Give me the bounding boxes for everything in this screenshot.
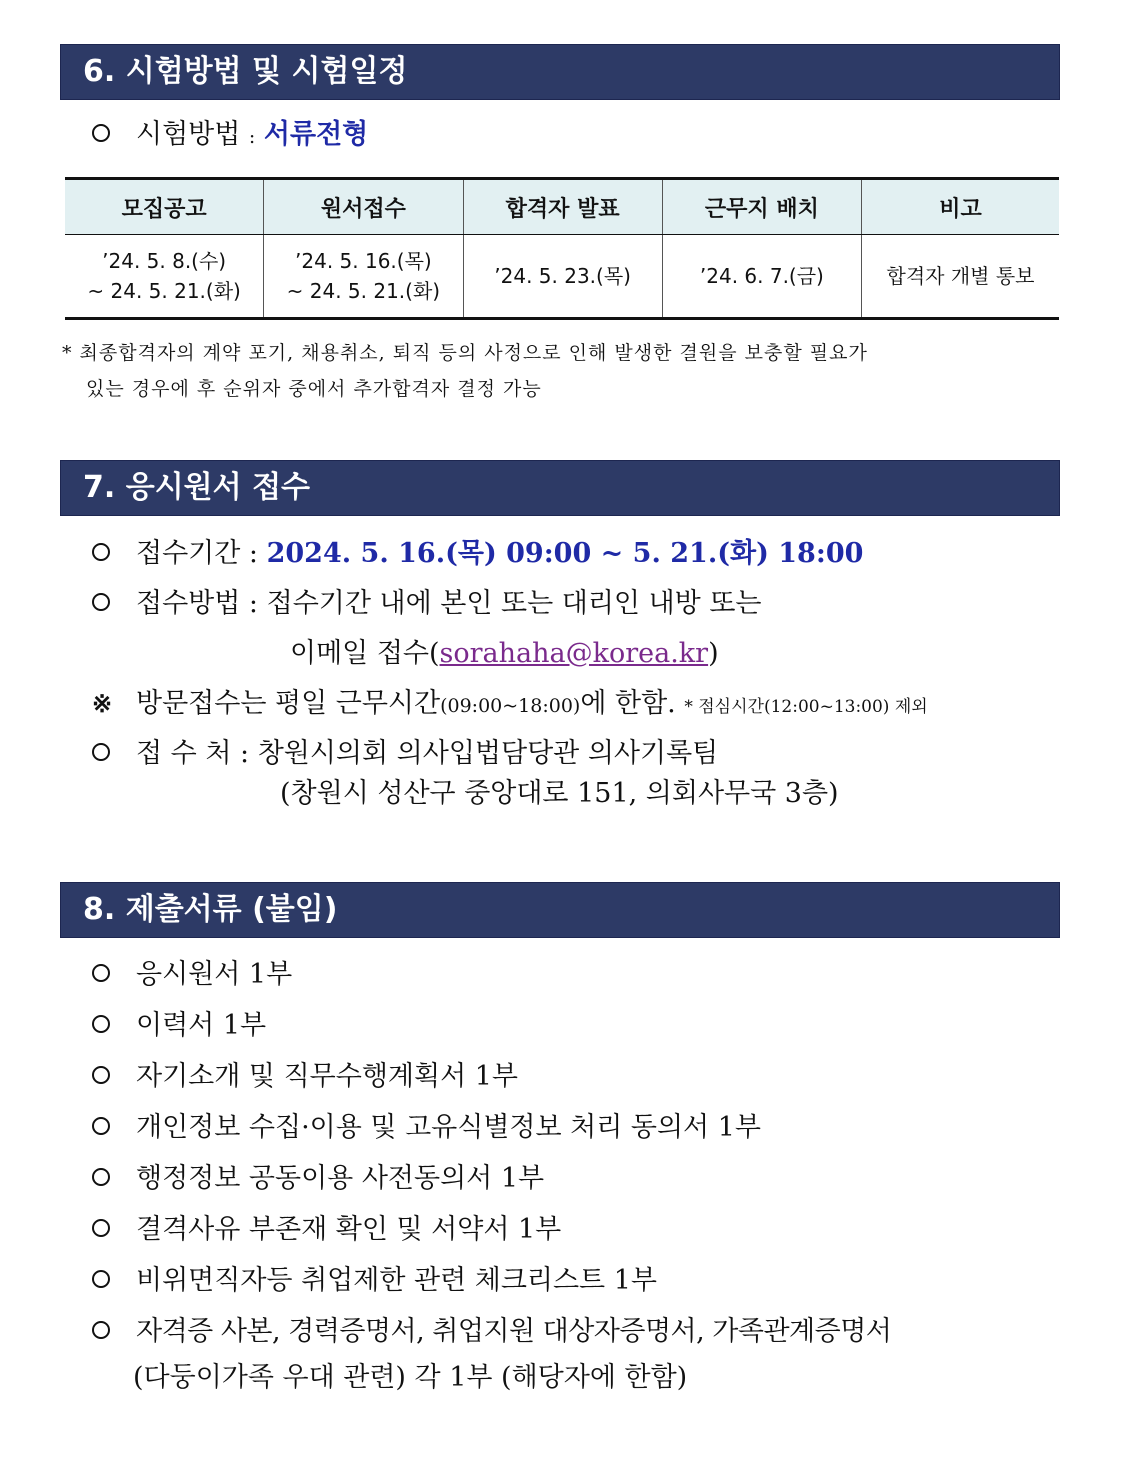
note-line-1: * 최종합격자의 계약 포기, 채용취소, 퇴직 등의 사정으로 인해 발생한 결원을 보충할 필요가 bbox=[62, 342, 868, 364]
list-item bbox=[92, 1213, 561, 1247]
item-text: 결격사유 부존재 확인 및 서약서 1부 bbox=[136, 1214, 562, 1245]
exam-method-line bbox=[92, 118, 368, 154]
header-cell: 모집공고 bbox=[65, 179, 264, 235]
circle-bullet-icon bbox=[92, 1168, 110, 1186]
method-value-2-suffix: ) bbox=[708, 638, 719, 669]
place-value-2: (창원시 성산구 중앙대로 151, 의회사무국 3층) bbox=[280, 778, 839, 809]
header-cell: 근무지 배치 bbox=[662, 179, 861, 235]
list-item bbox=[92, 1009, 266, 1043]
section-6-header: 6. 시험방법 및 시험일정 bbox=[60, 44, 1060, 100]
header-cell: 합격자 발표 bbox=[463, 179, 662, 235]
schedule-table bbox=[65, 177, 1059, 320]
list-item bbox=[92, 958, 292, 992]
method-line-2 bbox=[290, 637, 719, 671]
method-line bbox=[92, 587, 762, 621]
item-text: 자격증 사본, 경력증명서, 취업지원 대상자증명서, 가족관계증명서 bbox=[136, 1316, 892, 1347]
circle-bullet-icon bbox=[92, 1270, 110, 1288]
item-text: 이력서 1부 bbox=[136, 1010, 267, 1041]
circle-bullet-icon bbox=[92, 593, 110, 611]
circle-bullet-icon bbox=[92, 543, 110, 561]
item-text: 자기소개 및 직무수행계획서 1부 bbox=[136, 1061, 518, 1092]
method-label: 접수방법 : bbox=[136, 588, 259, 619]
circle-bullet-icon bbox=[92, 124, 110, 142]
note-line-2: 있는 경우에 후 순위자 중에서 추가합격자 결정 가능 bbox=[86, 378, 542, 400]
list-item-continuation: (다둥이가족 우대 관련) 각 1부 (해당자에 한함) bbox=[133, 1362, 688, 1393]
exam-method-value: 서류전형 bbox=[263, 119, 369, 150]
item-text: 행정정보 공동이용 사전동의서 1부 bbox=[136, 1163, 545, 1194]
cell-line: ~ 24. 5. 21.(화) bbox=[87, 279, 241, 303]
section-8-header: 8. 제출서류 (붙임) bbox=[60, 882, 1060, 938]
visit-text: 방문접수는 평일 근무시간 bbox=[136, 688, 441, 719]
header-cell: 비고 bbox=[862, 179, 1060, 235]
period-label: 접수기간 : bbox=[136, 538, 259, 569]
period-line bbox=[92, 537, 863, 571]
method-value-2-prefix: 이메일 접수( bbox=[290, 638, 440, 669]
circle-bullet-icon bbox=[92, 743, 110, 761]
section-7-header: 7. 응시원서 접수 bbox=[60, 460, 1060, 516]
list-item bbox=[92, 1315, 1060, 1349]
visit-note: * 점심시간(12:00~13:00) 제외 bbox=[684, 697, 928, 717]
method-value-1: 접수기간 내에 본인 또는 대리인 내방 또는 bbox=[266, 588, 762, 619]
cell-line: ’24. 5. 8.(수) bbox=[102, 249, 227, 273]
circle-bullet-icon bbox=[92, 1117, 110, 1135]
cell-line: ’24. 5. 16.(목) bbox=[295, 249, 432, 273]
visit-hours: (09:00~18:00) bbox=[440, 695, 581, 717]
circle-bullet-icon bbox=[92, 1321, 110, 1339]
table-cell: ’24. 5. 23.(목) bbox=[463, 235, 662, 319]
exam-method-label: 시험방법 bbox=[136, 119, 241, 150]
list-item bbox=[92, 1060, 518, 1094]
item-text: 비위면직자등 취업제한 관련 체크리스트 1부 bbox=[136, 1265, 657, 1296]
list-item bbox=[92, 1111, 761, 1145]
place-label: 접 수 처 : bbox=[136, 738, 250, 769]
table-cell bbox=[65, 235, 264, 319]
schedule-row bbox=[65, 235, 1059, 319]
circle-bullet-icon bbox=[92, 964, 110, 982]
list-item bbox=[92, 1162, 544, 1196]
schedule-header-row bbox=[65, 179, 1059, 235]
circle-bullet-icon bbox=[92, 1015, 110, 1033]
list-item bbox=[92, 1264, 657, 1298]
visit-line bbox=[92, 687, 928, 724]
table-cell bbox=[264, 235, 463, 319]
reference-mark-icon: ※ bbox=[92, 689, 113, 718]
place-line bbox=[92, 737, 718, 771]
header-cell: 원서접수 bbox=[264, 179, 463, 235]
circle-bullet-icon bbox=[92, 1066, 110, 1084]
item-text: 개인정보 수집·이용 및 고유식별정보 처리 동의서 1부 bbox=[136, 1112, 761, 1143]
visit-text-2: 에 한함. bbox=[580, 688, 676, 719]
item-text: 응시원서 1부 bbox=[136, 959, 293, 990]
place-value-1: 창원시의회 의사입법담당관 의사기록팀 bbox=[257, 738, 719, 769]
table-cell: ’24. 6. 7.(금) bbox=[662, 235, 861, 319]
circle-bullet-icon bbox=[92, 1219, 110, 1237]
email-link[interactable]: sorahaha@korea.kr bbox=[439, 638, 709, 669]
exam-method-sep: : bbox=[248, 126, 256, 148]
table-cell: 합격자 개별 통보 bbox=[862, 235, 1060, 319]
period-value: 2024. 5. 16.(목) 09:00 ~ 5. 21.(화) 18:00 bbox=[266, 538, 864, 569]
cell-line: ~ 24. 5. 21.(화) bbox=[286, 279, 441, 303]
